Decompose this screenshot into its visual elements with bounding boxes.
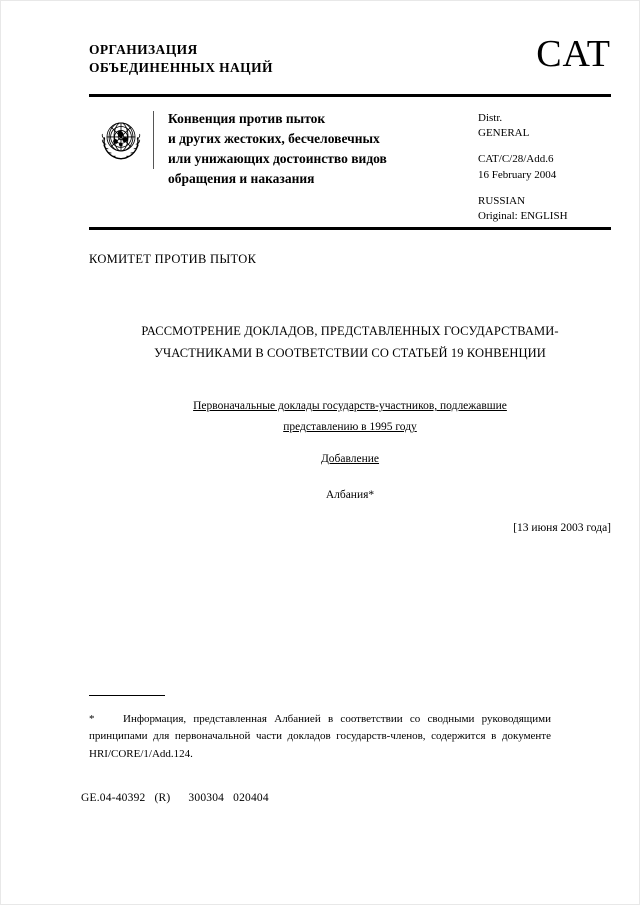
- footer-job-number: GE.04-40392: [81, 792, 146, 804]
- report-subtitle: [89, 396, 611, 439]
- distribution-value: GENERAL: [478, 127, 530, 140]
- distribution-group: [478, 111, 568, 141]
- country-name: Албания*: [325, 489, 375, 501]
- report-subtitle-line1: Первоначальные доклады государств-участников, подлежавшие: [193, 400, 507, 412]
- footer-reference: [81, 792, 269, 804]
- addendum-text: Добавление: [320, 453, 380, 465]
- language-group: [478, 194, 568, 224]
- footer-date-code-1: 300304: [188, 792, 225, 804]
- organization-name-line1: ОРГАНИЗАЦИЯ: [89, 42, 198, 57]
- symbol-group: [478, 152, 568, 182]
- header-rule-bottom: [89, 227, 611, 230]
- organization-name: [89, 41, 273, 77]
- footnote: [89, 711, 551, 763]
- header-rule-top: [89, 94, 611, 97]
- organization-name-line2: ОБЪЕДИНЕННЫХ НАЦИЙ: [89, 59, 273, 75]
- report-title-line1: РАССМОТРЕНИЕ ДОКЛАДОВ, ПРЕДСТАВЛЕННЫХ ГОСУДАРСТВАМИ-: [141, 324, 559, 338]
- footer-language-code: (R): [154, 792, 171, 804]
- addendum-label: [89, 453, 611, 465]
- document-symbol-cat: CAT: [536, 33, 611, 75]
- emblem-divider: [153, 111, 154, 169]
- convention-title-line1: Конвенция против пыток: [168, 111, 326, 126]
- document-symbol: CAT/C/28/Add.6: [478, 153, 554, 166]
- document-date: 16 February 2004: [478, 168, 557, 181]
- masthead: [89, 33, 611, 77]
- submission-date: [13 июня 2003 года]: [513, 522, 611, 534]
- footnote-text: Информация, представленная Албанией в соответствии со сводными руководящими принципами для первоначальной части докладов государств-членов, содержится в документе HRI/CORE/1/Add.124.: [89, 713, 551, 760]
- committee-name: КОМИТЕТ ПРОТИВ ПЫТОК: [89, 252, 257, 266]
- report-title-line2: УЧАСТНИКАМИ В СООТВЕТСТВИИ СО СТАТЬЕЙ 19 КОНВЕНЦИИ: [154, 345, 546, 360]
- convention-block: [95, 109, 615, 224]
- convention-title-line3: или унижающих достоинство видов: [168, 150, 387, 166]
- footer-date-code-2: 020404: [233, 792, 269, 804]
- distribution-block: [478, 109, 568, 224]
- convention-title-line2: и других жестоких, бесчеловечных: [168, 130, 380, 146]
- distribution-label: Distr.: [478, 112, 503, 124]
- footnote-separator: [89, 695, 165, 696]
- original-language: Original: ENGLISH: [478, 209, 568, 222]
- convention-title-line4: обращения и наказания: [168, 170, 315, 186]
- report-title: [89, 321, 611, 364]
- document-language: RUSSIAN: [478, 194, 526, 207]
- footnote-marker: *: [89, 713, 95, 725]
- un-emblem-icon: [95, 113, 147, 165]
- report-subtitle-line2: представлению в 1995 году: [283, 421, 417, 434]
- convention-title: [168, 109, 468, 189]
